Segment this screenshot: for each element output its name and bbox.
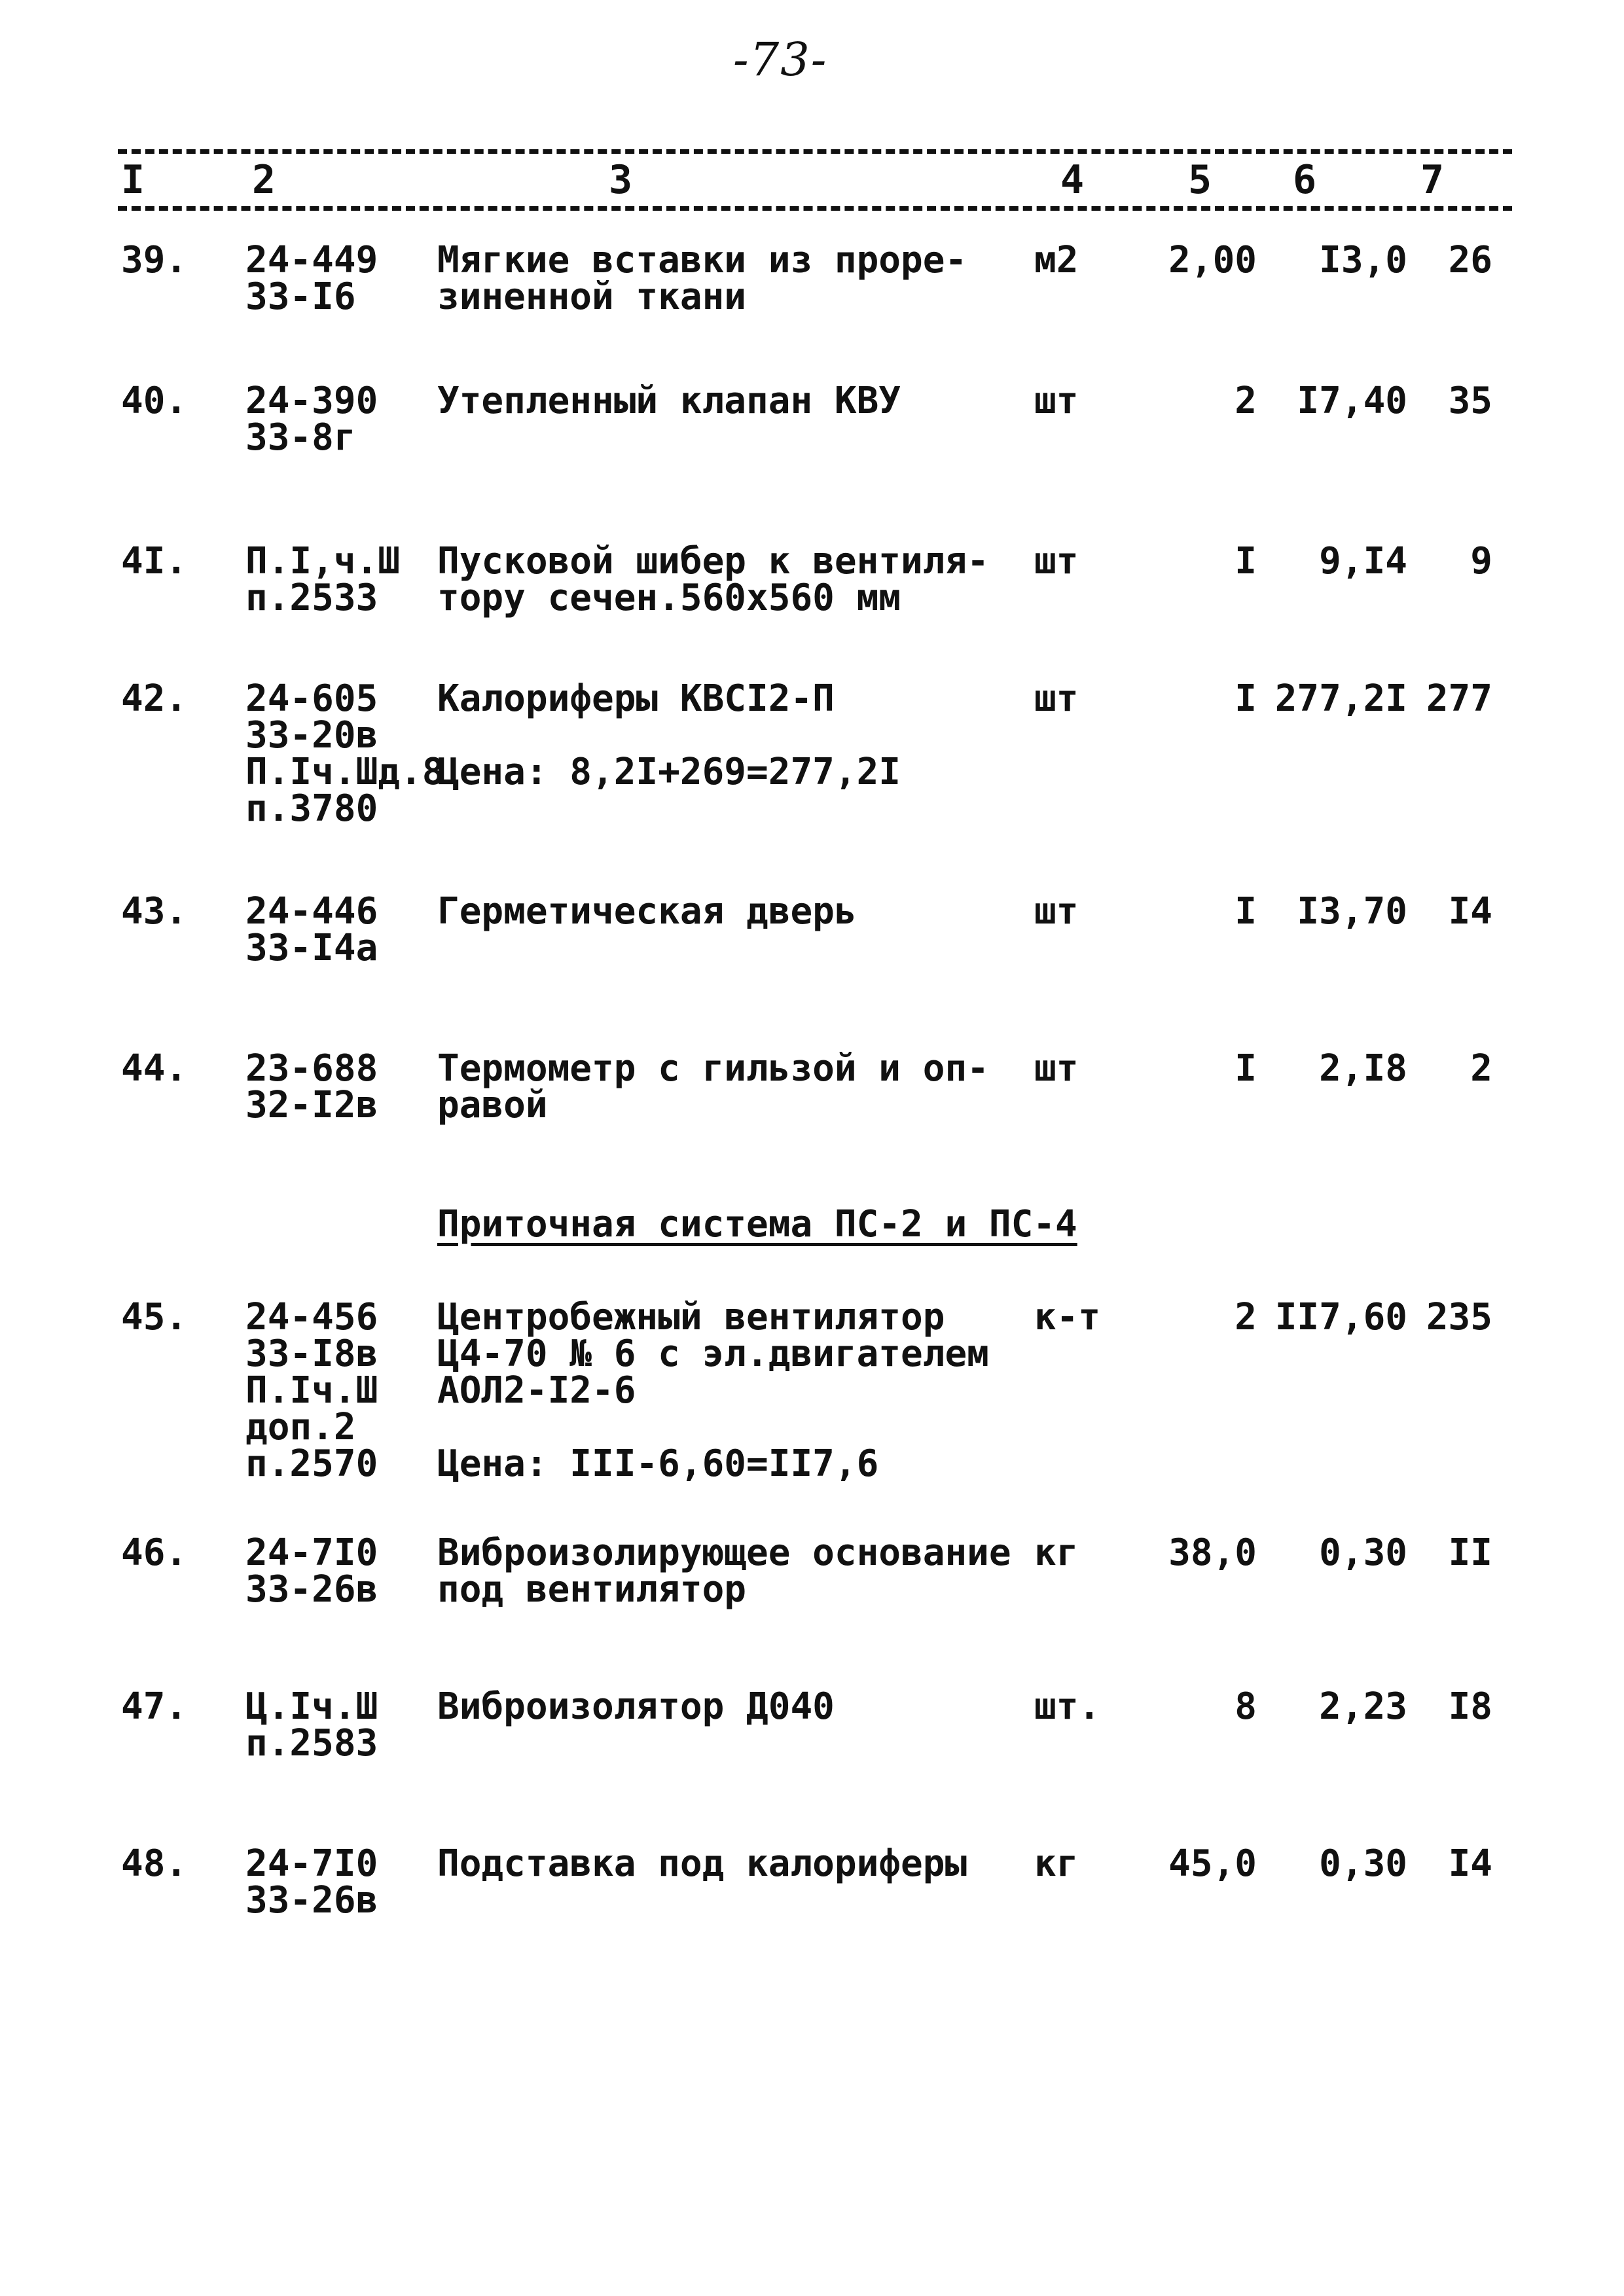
row-name-line: Мягкие вставки из прорe-	[437, 239, 967, 281]
row-name	[437, 239, 967, 318]
row-code	[245, 239, 378, 318]
column-header-6: 6	[1293, 157, 1317, 203]
row-name-line: АОЛ2-I2-6	[437, 1369, 636, 1412]
row-unit: кг	[1034, 1842, 1079, 1885]
row-quantity: 2,00	[1168, 239, 1257, 281]
row-number: 47.	[121, 1685, 188, 1728]
row-total: I4	[1448, 1842, 1492, 1885]
row-unit: шт.	[1034, 1685, 1101, 1728]
row-number: 46.	[121, 1532, 188, 1574]
row-total: I4	[1448, 890, 1492, 933]
top-dashed-rule	[118, 149, 1512, 154]
row-name-line: Пусковой шибер к вентиля-	[437, 540, 989, 583]
row-number: 48.	[121, 1842, 188, 1885]
row-code-line: 33-8г	[245, 416, 356, 459]
row-number: 4I.	[121, 540, 188, 583]
row-name-line: равой	[437, 1084, 548, 1126]
column-header-7: 7	[1420, 157, 1445, 203]
row-unit: шт	[1034, 540, 1079, 583]
row-unit: шт	[1034, 1047, 1079, 1090]
row-name-line: Ц4-70 № 6 с эл.двигателем	[437, 1333, 989, 1375]
row-number: 40.	[121, 380, 188, 422]
row-name-line: Утепленный клапан КВУ	[437, 380, 901, 422]
row-code	[245, 1047, 378, 1126]
row-name	[437, 677, 901, 793]
column-header-3: 3	[609, 157, 633, 203]
row-name-line	[437, 717, 901, 754]
row-code	[245, 1842, 378, 1922]
row-code	[245, 540, 401, 619]
row-code-line: 33-I4а	[245, 927, 378, 969]
row-price: 2,23	[1319, 1685, 1407, 1728]
row-name	[437, 890, 857, 933]
row-code-line: доп.2	[245, 1406, 356, 1448]
row-code-line: П.Iч.Ш	[245, 1369, 378, 1412]
row-quantity: 45,0	[1168, 1842, 1257, 1885]
row-total: 9	[1470, 540, 1492, 583]
column-header-1: I	[121, 157, 145, 203]
row-name	[437, 1047, 989, 1126]
row-code-line: 33-26в	[245, 1879, 378, 1922]
row-price: 0,30	[1319, 1532, 1407, 1574]
row-unit: к-т	[1034, 1296, 1101, 1338]
header-dashed-rule	[118, 206, 1512, 211]
row-code-line: 33-I8в	[245, 1333, 378, 1375]
row-quantity: I	[1235, 890, 1257, 933]
row-price: I3,70	[1297, 890, 1407, 933]
row-code	[245, 1532, 378, 1611]
row-name-line: зиненной ткани	[437, 276, 747, 318]
row-code-line: П.I,ч.Ш	[245, 540, 401, 583]
section-title: Приточная система ПС-2 и ПС-4	[437, 1203, 1077, 1246]
row-code-line: 33-20в	[245, 714, 378, 757]
row-price: 2,I8	[1319, 1047, 1407, 1090]
row-code-line: п.2533	[245, 577, 378, 619]
row-code-line: 33-26в	[245, 1568, 378, 1611]
row-name	[437, 1296, 989, 1485]
row-unit: м2	[1034, 239, 1079, 281]
row-name-line: Цена: 8,2I+269=277,2I	[437, 751, 901, 793]
row-price: II7,60	[1274, 1296, 1407, 1338]
row-unit: шт	[1034, 890, 1079, 933]
row-code-line: 24-390	[245, 380, 378, 422]
row-number: 44.	[121, 1047, 188, 1090]
row-name-line: Калориферы КВСI2-П	[437, 677, 835, 720]
row-price: I3,0	[1319, 239, 1407, 281]
row-quantity: 38,0	[1168, 1532, 1257, 1574]
column-header-4: 4	[1060, 157, 1085, 203]
row-quantity: 2	[1235, 380, 1257, 422]
column-header-2: 2	[252, 157, 276, 203]
row-price: 277,2I	[1274, 677, 1407, 720]
row-unit: кг	[1034, 1532, 1079, 1574]
row-code-line: 24-456	[245, 1296, 378, 1338]
row-quantity: 2	[1235, 1296, 1257, 1338]
row-name-line: Цена: III-6,60=II7,6	[437, 1443, 879, 1485]
row-code	[245, 1296, 378, 1485]
row-quantity: I	[1235, 540, 1257, 583]
row-name	[437, 1532, 1011, 1611]
row-code	[245, 890, 378, 969]
row-code-line: П.Iч.Шд.8	[245, 751, 444, 793]
row-code	[245, 677, 444, 830]
row-code-line: 24-446	[245, 890, 378, 933]
page-number: -73-	[733, 33, 828, 86]
row-price: 9,I4	[1319, 540, 1407, 583]
row-name	[437, 380, 901, 422]
row-name-line: Термометр с гильзой и оп-	[437, 1047, 989, 1090]
row-code-line: 24-7I0	[245, 1842, 378, 1885]
row-code	[245, 1685, 378, 1765]
row-quantity: I	[1235, 1047, 1257, 1090]
row-total: I8	[1448, 1685, 1492, 1728]
row-code-line: 33-I6	[245, 276, 356, 318]
row-quantity: 8	[1235, 1685, 1257, 1728]
row-name-line: Герметическая дверь	[437, 890, 857, 933]
row-number: 42.	[121, 677, 188, 720]
row-price: I7,40	[1297, 380, 1407, 422]
row-total: II	[1448, 1532, 1492, 1574]
row-name-line: под вентилятор	[437, 1568, 747, 1611]
row-name-line: Центробежный вентилятор	[437, 1296, 945, 1338]
row-code-line: п.2583	[245, 1722, 378, 1765]
row-name-line	[437, 1409, 989, 1446]
row-code-line: 24-449	[245, 239, 378, 281]
row-total: 2	[1470, 1047, 1492, 1090]
row-code	[245, 380, 378, 459]
row-number: 45.	[121, 1296, 188, 1338]
row-unit: шт	[1034, 677, 1079, 720]
row-code-line: 24-7I0	[245, 1532, 378, 1574]
row-unit: шт	[1034, 380, 1079, 422]
row-total: 235	[1426, 1296, 1492, 1338]
row-price: 0,30	[1319, 1842, 1407, 1885]
row-name	[437, 540, 989, 619]
row-number: 43.	[121, 890, 188, 933]
row-code-line: п.2570	[245, 1443, 378, 1485]
row-name	[437, 1842, 967, 1885]
row-name-line: Виброизолирующее основание	[437, 1532, 1011, 1574]
row-code-line: 24-605	[245, 677, 378, 720]
row-total: 277	[1426, 677, 1492, 720]
row-code-line: п.3780	[245, 787, 378, 830]
row-name-line: Виброизолятор Д040	[437, 1685, 835, 1728]
row-name	[437, 1685, 835, 1728]
row-quantity: I	[1235, 677, 1257, 720]
row-code-line: 23-688	[245, 1047, 378, 1090]
column-header-5: 5	[1188, 157, 1212, 203]
row-code-line: 32-I2в	[245, 1084, 378, 1126]
row-number: 39.	[121, 239, 188, 281]
row-code-line: Ц.Iч.Ш	[245, 1685, 378, 1728]
row-name-line: Подставка под калориферы	[437, 1842, 967, 1885]
row-total: 26	[1448, 239, 1492, 281]
row-total: 35	[1448, 380, 1492, 422]
row-name-line: тору сечен.560х560 мм	[437, 577, 901, 619]
